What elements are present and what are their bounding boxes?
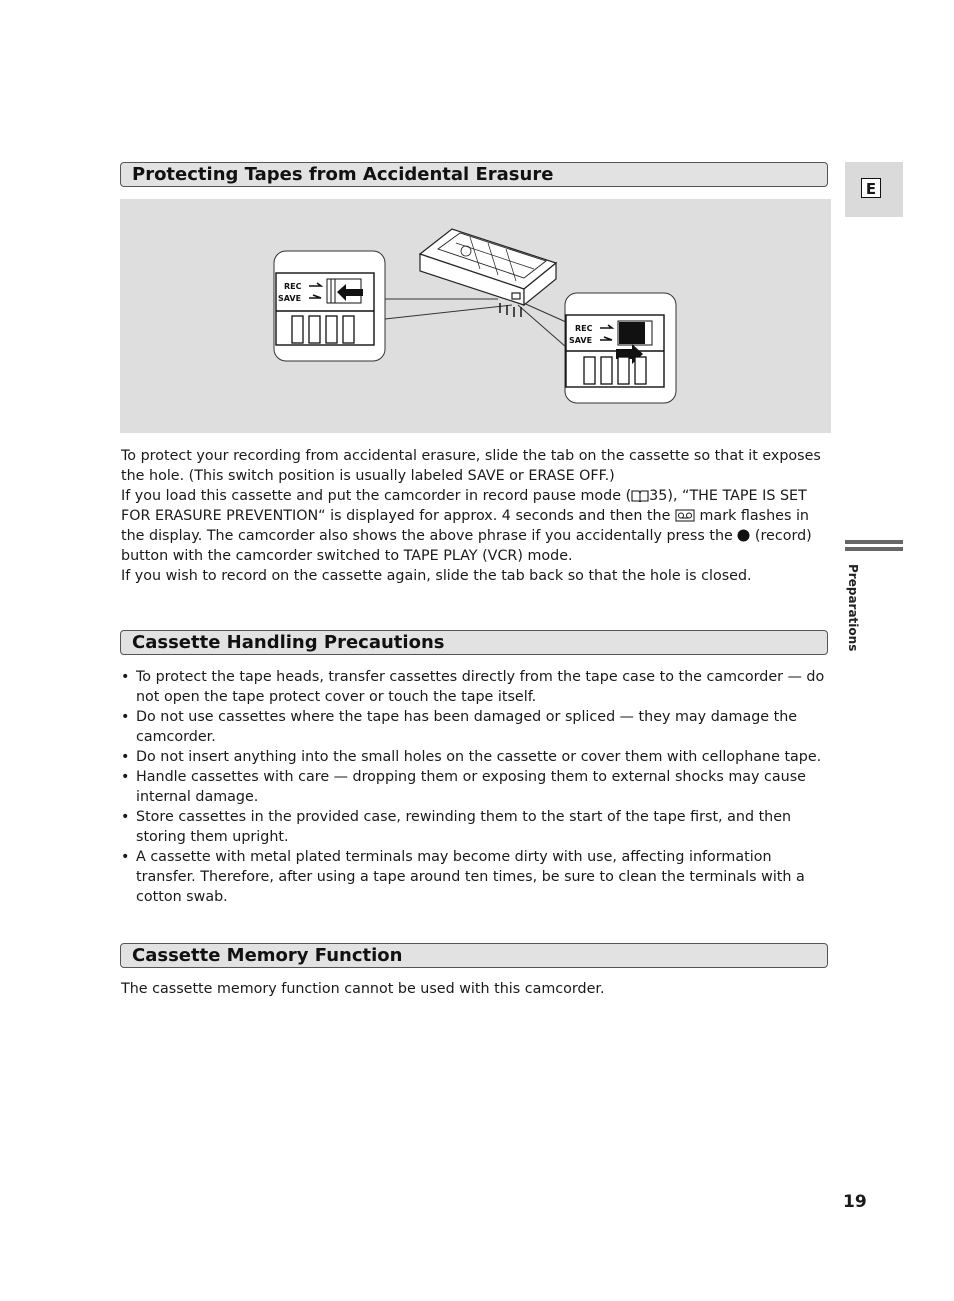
right-rec-label: REC bbox=[575, 324, 593, 333]
list-item: • Do not use cassettes where the tape has been damaged or spliced — they may damage the camcorder. bbox=[121, 707, 833, 747]
list-item: • Handle cassettes with care — dropping them or exposing them to external shocks may cause internal damage. bbox=[121, 767, 833, 807]
section-title: Cassette Handling Precautions bbox=[132, 632, 445, 653]
page-number: 19 bbox=[843, 1192, 867, 1212]
memory-description: The cassette memory function cannot be used with this camcorder. bbox=[121, 981, 605, 997]
precautions-list bbox=[121, 667, 833, 907]
save-position-inset bbox=[274, 251, 385, 361]
list-item: • Do not insert anything into the small holes on the cassette or cover them with cellophane tape. bbox=[121, 747, 833, 767]
side-divider-bars bbox=[845, 540, 903, 554]
section-header-erasure bbox=[120, 162, 828, 187]
cassette-diagram bbox=[120, 199, 831, 433]
record-dot-icon bbox=[737, 529, 750, 542]
left-rec-label: REC bbox=[284, 282, 302, 291]
section-title: Protecting Tapes from Accidental Erasure bbox=[132, 164, 554, 185]
cassette-illustration bbox=[120, 199, 831, 433]
tape-mark-icon bbox=[675, 509, 695, 522]
paragraph-2 bbox=[121, 486, 833, 566]
section-title: Cassette Memory Function bbox=[132, 945, 403, 966]
right-save-label: SAVE bbox=[569, 336, 593, 345]
section-header-memory bbox=[120, 943, 828, 968]
cassette-body-icon bbox=[420, 229, 556, 317]
paragraph-2-part-a: If you load this cassette and put the camcorder in record pause mode ( bbox=[121, 488, 632, 504]
list-item: • A cassette with metal plated terminals may become dirty with use, affecting information transfer. Therefore, after using a tape around ten times, be sure to clean the terminals with a cotton swab. bbox=[121, 847, 833, 907]
paragraph-2-part-d: (record) button with the camcorder switched to TAPE PLAY (VCR) mode. bbox=[121, 528, 812, 564]
book-reference-icon bbox=[631, 489, 649, 502]
paragraph-2-part-c: mark flashes in the display. The camcorder also shows the above phrase if you accidentally press the bbox=[121, 508, 809, 544]
section-header-handling bbox=[120, 630, 828, 655]
language-tab-letter: E bbox=[861, 178, 881, 198]
paragraph-2-part-b: 35), “THE TAPE IS SET FOR ERASURE PREVENTION“ is displayed for approx. 4 seconds and then the bbox=[121, 488, 807, 524]
left-save-label: SAVE bbox=[278, 294, 302, 303]
language-tab bbox=[845, 162, 903, 217]
rec-position-inset bbox=[565, 293, 676, 403]
list-item: • To protect the tape heads, transfer cassettes directly from the tape case to the camcorder — do not open the tape protect cover or touch the tape itself. bbox=[121, 667, 833, 707]
paragraph-1: To protect your recording from accidental erasure, slide the tab on the cassette so that it exposes the hole. (This switch position is usually labeled SAVE or ERASE OFF.) bbox=[121, 448, 821, 484]
side-section-label: Preparations bbox=[846, 564, 860, 652]
list-item: • Store cassettes in the provided case, rewinding them to the start of the tape first, and then storing them upright. bbox=[121, 807, 833, 847]
paragraph-3: If you wish to record on the cassette again, slide the tab back so that the hole is closed. bbox=[121, 568, 752, 584]
erasure-description bbox=[121, 446, 833, 586]
